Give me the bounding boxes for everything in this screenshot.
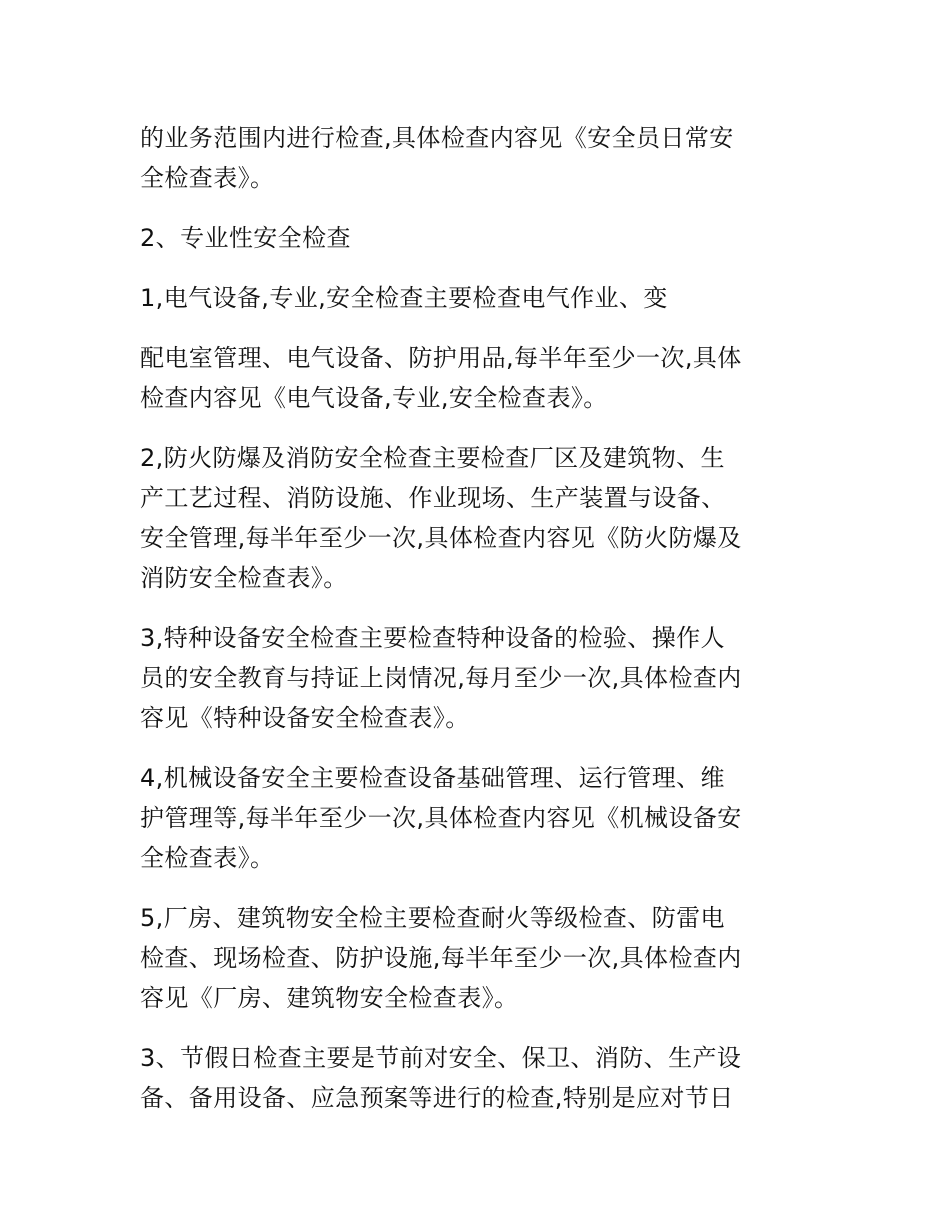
text-line: 检查、现场检查、防护设施,每半年至少一次,具体检查内 bbox=[140, 944, 742, 972]
text-line: 3,特种设备安全检查主要检查特种设备的检验、操作人 bbox=[140, 624, 725, 652]
text-line: 员的安全教育与持证上岗情况,每月至少一次,具体检查内 bbox=[140, 664, 742, 692]
text-line: 产工艺过程、消防设施、作业现场、生产装置与设备、 bbox=[140, 484, 726, 512]
text-line: 全检查表》。 bbox=[140, 844, 275, 872]
text-line: 的业务范围内进行检查,具体检查内容见《安全员日常安 bbox=[140, 124, 734, 152]
text-line: 备、备用设备、应急预案等进行的检查,特别是应对节日 bbox=[140, 1084, 734, 1112]
text-line: 配电室管理、电气设备、防护用品,每半年至少一次,具体 bbox=[140, 344, 742, 372]
text-line: 全检查表》。 bbox=[140, 164, 275, 192]
text-line: 安全管理,每半年至少一次,具体检查内容见《防火防爆及 bbox=[140, 524, 742, 552]
text-line: 3、节假日检查主要是节前对安全、保卫、消防、生产设 bbox=[140, 1044, 742, 1072]
text-line: 消防安全检查表》。 bbox=[140, 564, 348, 592]
text-line: 4,机械设备安全主要检查设备基础管理、运行管理、维 bbox=[140, 764, 725, 792]
text-line: 容见《特种设备安全检查表》。 bbox=[140, 704, 470, 732]
text-line: 1,电气设备,专业,安全检查主要检查电气作业、变 bbox=[140, 284, 668, 312]
text-line: 检查内容见《电气设备,专业,安全检查表》。 bbox=[140, 384, 608, 412]
text-line: 5,厂房、建筑物安全检主要检查耐火等级检查、防雷电 bbox=[140, 904, 725, 932]
section-heading: 2、专业性安全检查 bbox=[140, 224, 351, 252]
text-line: 护管理等,每半年至少一次,具体检查内容见《机械设备安 bbox=[140, 804, 742, 832]
text-line: 2,防火防爆及消防安全检查主要检查厂区及建筑物、生 bbox=[140, 444, 725, 472]
text-line: 容见《厂房、建筑物安全检查表》。 bbox=[140, 984, 519, 1012]
